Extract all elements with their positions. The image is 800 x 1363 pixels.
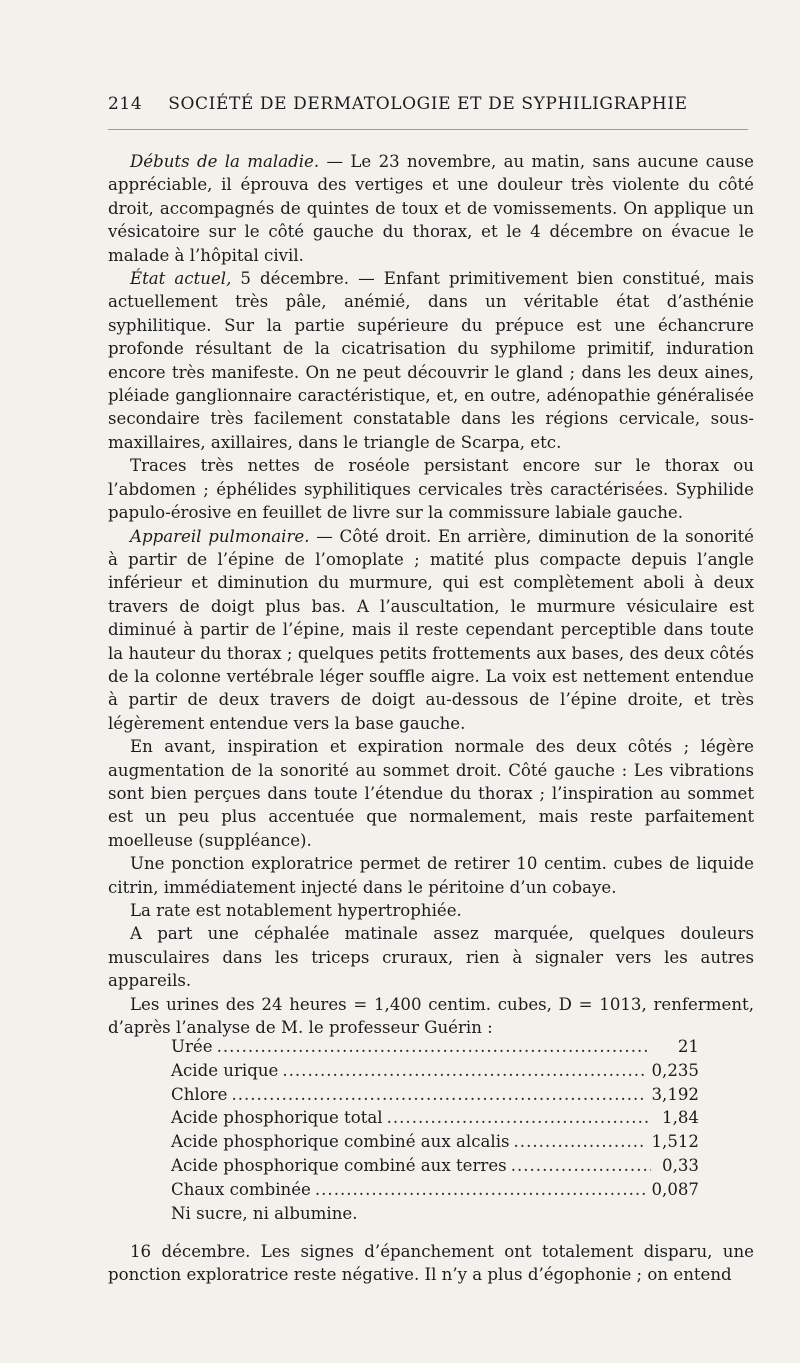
paragraph-text: Une ponction exploratrice permet de retirer 10 centim. cubes de liquide citrin, immédiatement injecté dans le péritoine d’un cobaye. — [108, 854, 754, 897]
paragraph-text: Les urines des 24 heures = 1,400 centim. cubes, D = 1013, renferment, d’après l’analyse de M. le professeur Guérin : — [108, 994, 754, 1038]
paragraph — [108, 852, 754, 899]
paragraph — [108, 267, 754, 454]
row-value: 21 — [677, 1037, 699, 1056]
paragraph-lead: État actuel, — [130, 269, 232, 289]
paragraph — [108, 735, 754, 852]
row-label: Urée — [171, 1037, 213, 1056]
analysis-note: Ni sucre, ni albumine. — [171, 1203, 358, 1223]
running-title: SOCIÉTÉ DE DERMATOLOGIE ET DE SYPHILIGRAPHIE — [168, 94, 688, 114]
dot-leader — [282, 1059, 647, 1083]
dot-leader — [217, 1035, 651, 1059]
row-value: 1,512 — [651, 1132, 699, 1152]
paragraph-text: — Côté droit. En arrière, diminution de la sonorité à partir de l’épine de l’omoplate ; matité plus compacte depuis l’angle inférieur et diminution du murmure, qui est complètement aboli à deux travers de doigt plus bas. A l’auscultation, le murmure vésiculaire est diminué à partir de l’épine, mais il reste cependant perceptible dans toute la hauteur du thorax ; quelques petits frottements aux bases, des deux côtés de la colonne vertébrale léger souffle aigre. La voix est nettement entendue à partir de deux travers de doigt au-dessous de l’épine droite, et très légèrement entendue vers la base gauche. — [108, 526, 754, 733]
row-value: 0,087 — [651, 1179, 699, 1199]
urine-analysis-table — [171, 1035, 699, 1225]
row-label: Acide phosphorique combiné aux terres — [171, 1155, 507, 1175]
row-label: Acide urique — [171, 1060, 279, 1080]
table-row — [171, 1154, 699, 1178]
table-row — [171, 1130, 699, 1154]
table-row — [171, 1106, 699, 1130]
page-number: 214 — [108, 94, 143, 114]
closing-text — [108, 1240, 754, 1287]
paragraph-text: Traces très nettes de roséole persistant encore sur le thorax ou l’abdomen ; éphélides syphilitiques cervicales très caractérisées. Syphilide papulo-érosive en feuillet de livre sur la commissure labiale gauche. — [108, 456, 754, 523]
paragraph-text: En avant, inspiration et expiration normale des deux côtés ; légère augmentation de la sonorité au sommet droit. Côté gauche : Les vibrations sont bien perçues dans toute l’étendue du thorax ; l’inspiration au sommet est un peu plus accentuée que normalement, mais reste parfaitement moelleuse (suppléance). — [108, 737, 754, 850]
paragraph-lead: Appareil pulmonaire. — [130, 526, 310, 546]
table-row — [171, 1035, 699, 1059]
paragraph — [108, 899, 754, 922]
closing-paragraph: 16 décembre. Les signes d’épanchement ont totalement disparu, une ponction exploratrice reste négative. Il n’y a plus d’égophonie ; on entend — [108, 1242, 754, 1285]
paragraph-lead: Débuts de la maladie. — [130, 152, 320, 171]
paragraph-text: A part une céphalée matinale assez marquée, quelques douleurs musculaires dans les triceps cruraux, rien à signaler vers les autres appareils. — [108, 924, 754, 991]
paragraph-text: La rate est notablement hypertrophiée. — [130, 901, 462, 920]
dot-leader — [231, 1083, 647, 1107]
row-value: 0,33 — [662, 1155, 699, 1175]
row-value: 1,84 — [662, 1108, 699, 1128]
paragraph — [108, 150, 754, 267]
row-label: Acide phosphorique total — [171, 1108, 383, 1128]
running-header — [108, 94, 748, 114]
table-row — [171, 1059, 699, 1083]
paragraph — [108, 922, 754, 992]
dot-leader — [511, 1154, 651, 1178]
row-label: Acide phosphorique combiné aux alcalis — [171, 1132, 510, 1152]
paragraph-text: — Le 23 novembre, au matin, sans aucune cause appréciable, il éprouva des vertiges et une douleur très violente du côté droit, accompagnés de quintes de toux et de vomissements. On applique un vésicatoire sur le côté gauche du thorax, et le 4 décembre on évacue le malade à l’hôpital civil. — [108, 152, 754, 265]
table-row — [171, 1178, 699, 1202]
row-label: Chlore — [171, 1084, 228, 1104]
paragraph-text: 5 décembre. — Enfant primitivement bien constitué, mais actuellement très pâle, anémié, dans un véritable état d’asthénie syphilitique. Sur la partie supérieure du prépuce est une échancrure profonde résultant de la cicatrisation du syphilome primitif, induration encore très manifeste. On ne peut découvrir le gland ; dans les deux aines, pléiade ganglionnaire caractéristique, et, en outre, adénopathie généralisée secondaire très facilement constatable dans les régions cervicale, sous-maxillaires, axillaires, dans le triangle de Scarpa, etc. — [108, 269, 754, 452]
row-value: 0,235 — [651, 1060, 699, 1080]
header-rule — [108, 129, 748, 130]
row-value: 3,192 — [651, 1084, 699, 1104]
dot-leader — [387, 1106, 651, 1130]
row-label: Chaux combinée — [171, 1179, 311, 1199]
main-text — [108, 150, 754, 1039]
paragraph — [108, 525, 754, 736]
dot-leader — [514, 1130, 648, 1154]
table-row — [171, 1083, 699, 1107]
paragraph — [108, 454, 754, 524]
paragraph — [108, 993, 754, 1040]
dot-leader — [315, 1178, 648, 1202]
